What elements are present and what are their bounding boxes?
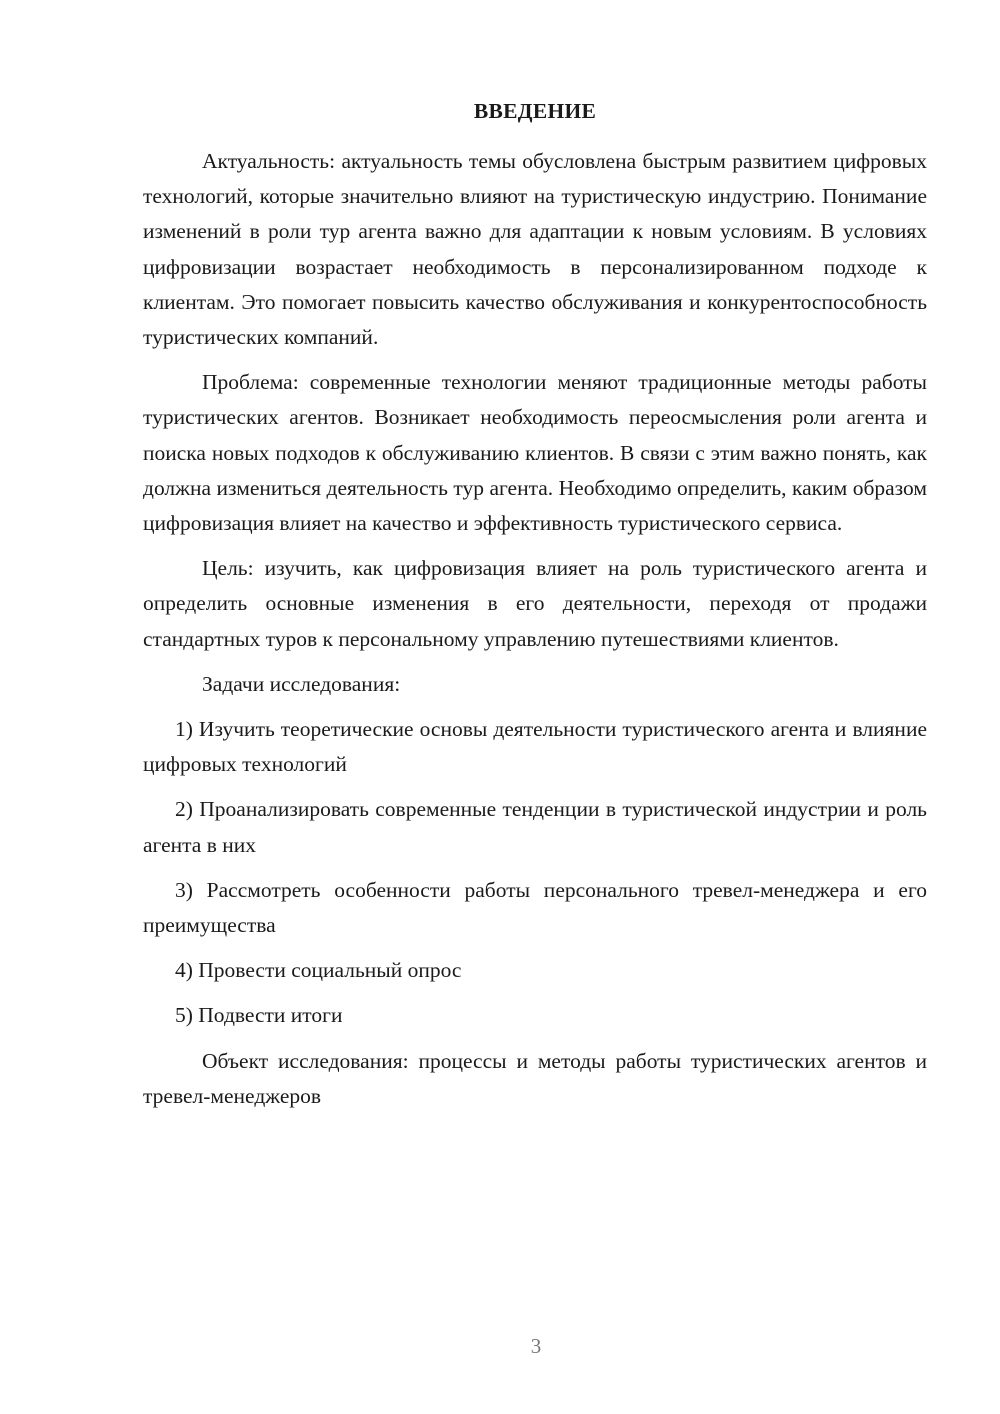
task-item-3: 3) Рассмотреть особенности работы персонального тревел-менеджера и его преимущества xyxy=(143,877,927,938)
paragraph-tasks-heading: Задачи исследования: xyxy=(202,671,401,696)
task-item-2: 2) Проанализировать современные тенденции в туристической индустрии и роль агента в них xyxy=(143,797,927,857)
paragraph-object: Объект исследования: процессы и методы работы туристических агентов и тревел-менеджеров xyxy=(143,1048,927,1108)
paragraph-relevance: Актуальность: актуальность темы обусловлена быстрым развитием цифровых технологий, которые значительно влияют на туристическую индустрию. Понимание изменений в роли тур агента важно для адаптации к новым условиям. В условиях цифровизации возрастает необходимость в персонализированном подходе к клиентам. Это помогает повысить качество обслуживания и конкурентоспособность туристических компаний. xyxy=(143,149,927,350)
section-title: ВВЕДЕНИЕ xyxy=(473,99,597,123)
task-item-5: 5) Подвести итоги xyxy=(175,1003,343,1028)
task-item-4: 4) Провести социальный опрос xyxy=(175,958,462,983)
paragraph-goal: Цель: изучить, как цифровизация влияет на роль туристического агента и определить основные изменения в его деятельности, переходя от продажи стандартных туров к персональному управлению путешествиями клиентов. xyxy=(143,556,927,651)
document-page xyxy=(143,96,927,1124)
task-item-1: 1) Изучить теоретические основы деятельности туристического агента и влияние цифровых технологий xyxy=(143,717,927,777)
page-number: 3 xyxy=(530,1334,542,1358)
paragraph-problem: Проблема: современные технологии меняют традиционные методы работы туристических агентов. Возникает необходимость переосмысления роли агента и поиска новых подходов к обслуживанию клиентов. В связи с этим важно понять, как должна измениться деятельность тур агента. Необходимо определить, каким образом цифровизация влияет на качество и эффективность туристического сервиса. xyxy=(143,370,927,536)
